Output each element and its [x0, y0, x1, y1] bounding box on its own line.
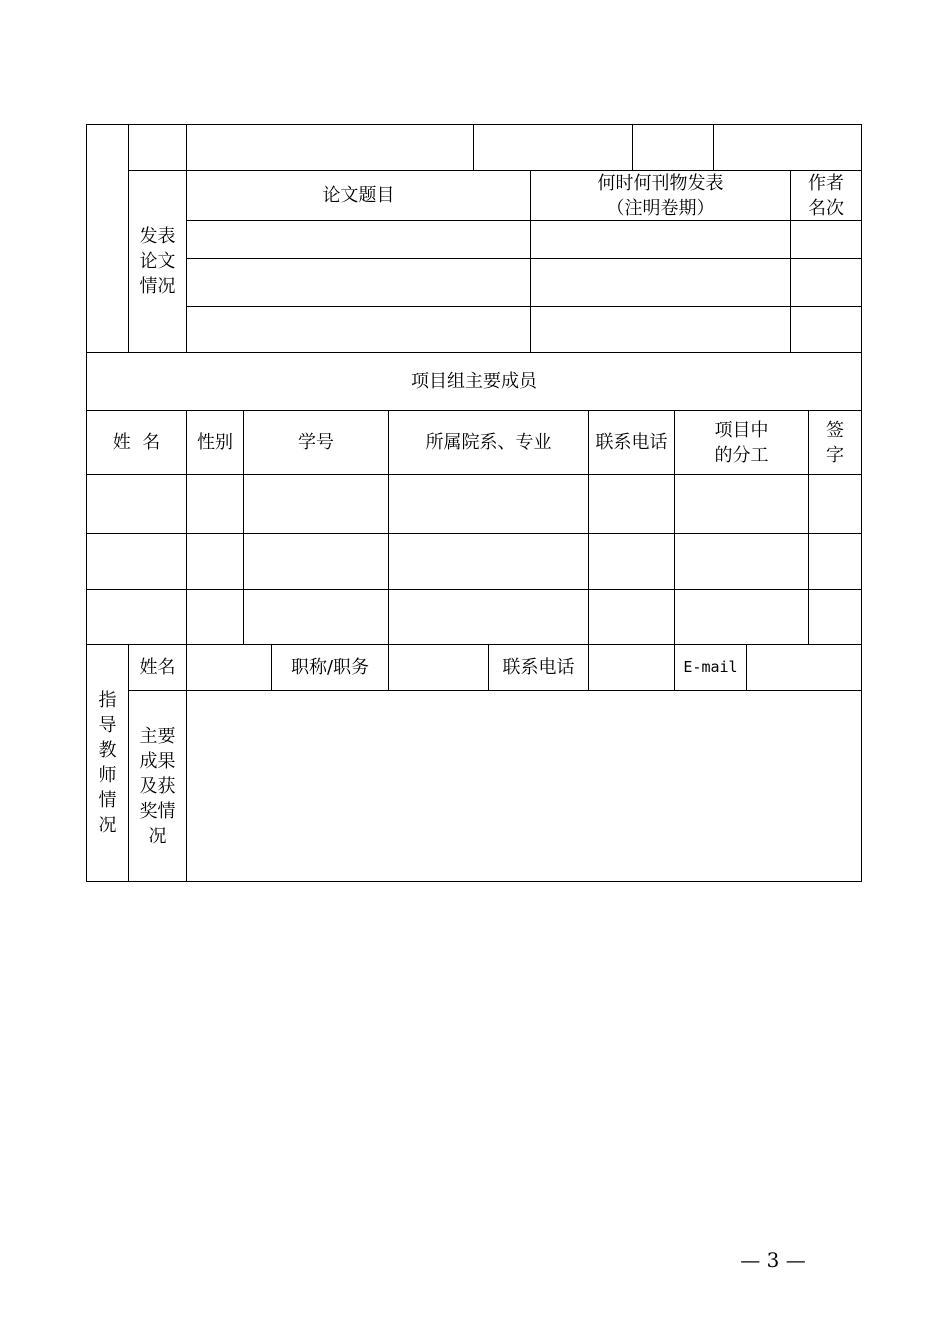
member-role-input[interactable]	[675, 534, 808, 589]
author-rank-input[interactable]	[791, 307, 861, 352]
member-gender-header: 性别	[197, 432, 233, 453]
blank-cell[interactable]	[187, 125, 473, 170]
blank-cell[interactable]	[474, 125, 632, 170]
member-student-id-header: 学号	[298, 432, 334, 453]
advisor-name-input[interactable]	[187, 645, 271, 690]
member-name-input[interactable]	[87, 475, 186, 533]
blank-cell[interactable]	[633, 125, 713, 170]
member-student-id-input[interactable]	[244, 534, 388, 589]
member-role-header: 项目中 的分工	[714, 419, 769, 466]
advisor-achievements-label: 主要 成果 及获 奖情 况	[139, 725, 176, 847]
member-signature-header: 签 字	[826, 419, 844, 466]
advisor-title-input[interactable]	[389, 645, 488, 690]
advisor-achievements-input[interactable]	[187, 691, 861, 881]
member-department-input[interactable]	[389, 590, 588, 644]
member-name-input[interactable]	[87, 534, 186, 589]
member-signature-input[interactable]	[809, 590, 861, 644]
member-department-input[interactable]	[389, 475, 588, 533]
advisor-phone-label: 联系电话	[502, 657, 575, 678]
member-phone-input[interactable]	[589, 534, 674, 589]
rule	[861, 124, 862, 882]
rule	[86, 881, 862, 882]
author-rank-header: 作者 名次	[808, 172, 844, 219]
member-role-input[interactable]	[675, 475, 808, 533]
member-gender-input[interactable]	[187, 534, 243, 589]
advisor-name-label: 姓名	[139, 657, 176, 678]
paper-journal-input[interactable]	[531, 259, 790, 306]
member-gender-input[interactable]	[187, 590, 243, 644]
member-role-input[interactable]	[675, 590, 808, 644]
author-rank-input[interactable]	[791, 259, 861, 306]
member-gender-input[interactable]	[187, 475, 243, 533]
member-department-input[interactable]	[389, 534, 588, 589]
member-phone-header: 联系电话	[595, 432, 668, 453]
advisor-phone-input[interactable]	[589, 645, 674, 690]
advisor-email-label: E-mail	[683, 658, 738, 676]
member-name-header: 姓 名	[112, 432, 161, 453]
advisor-section-label: 指 导 教 师 情 况	[98, 690, 117, 836]
member-phone-input[interactable]	[589, 590, 674, 644]
advisor-email-input[interactable]	[747, 645, 861, 690]
paper-title-input[interactable]	[187, 259, 530, 306]
paper-title-header: 论文题目	[322, 185, 395, 206]
paper-journal-header: 何时何刊物发表 （注明卷期）	[597, 172, 724, 219]
blank-cell[interactable]	[714, 125, 861, 170]
members-section-title: 项目组主要成员	[411, 371, 537, 392]
page-number: — 3 —	[740, 1248, 806, 1272]
paper-journal-input[interactable]	[531, 307, 790, 352]
paper-journal-input[interactable]	[531, 221, 790, 258]
application-form-table	[86, 124, 862, 882]
member-signature-input[interactable]	[809, 475, 861, 533]
author-rank-input[interactable]	[791, 221, 861, 258]
advisor-title-label: 职称/职务	[290, 657, 370, 678]
member-student-id-input[interactable]	[244, 590, 388, 644]
blank-cell[interactable]	[129, 125, 186, 170]
paper-title-input[interactable]	[187, 221, 530, 258]
paper-title-input[interactable]	[187, 307, 530, 352]
member-name-input[interactable]	[87, 590, 186, 644]
member-department-header: 所属院系、专业	[425, 432, 552, 453]
papers-section-label: 发表 论文 情况	[139, 226, 176, 297]
member-student-id-input[interactable]	[244, 475, 388, 533]
member-signature-input[interactable]	[809, 534, 861, 589]
member-phone-input[interactable]	[589, 475, 674, 533]
